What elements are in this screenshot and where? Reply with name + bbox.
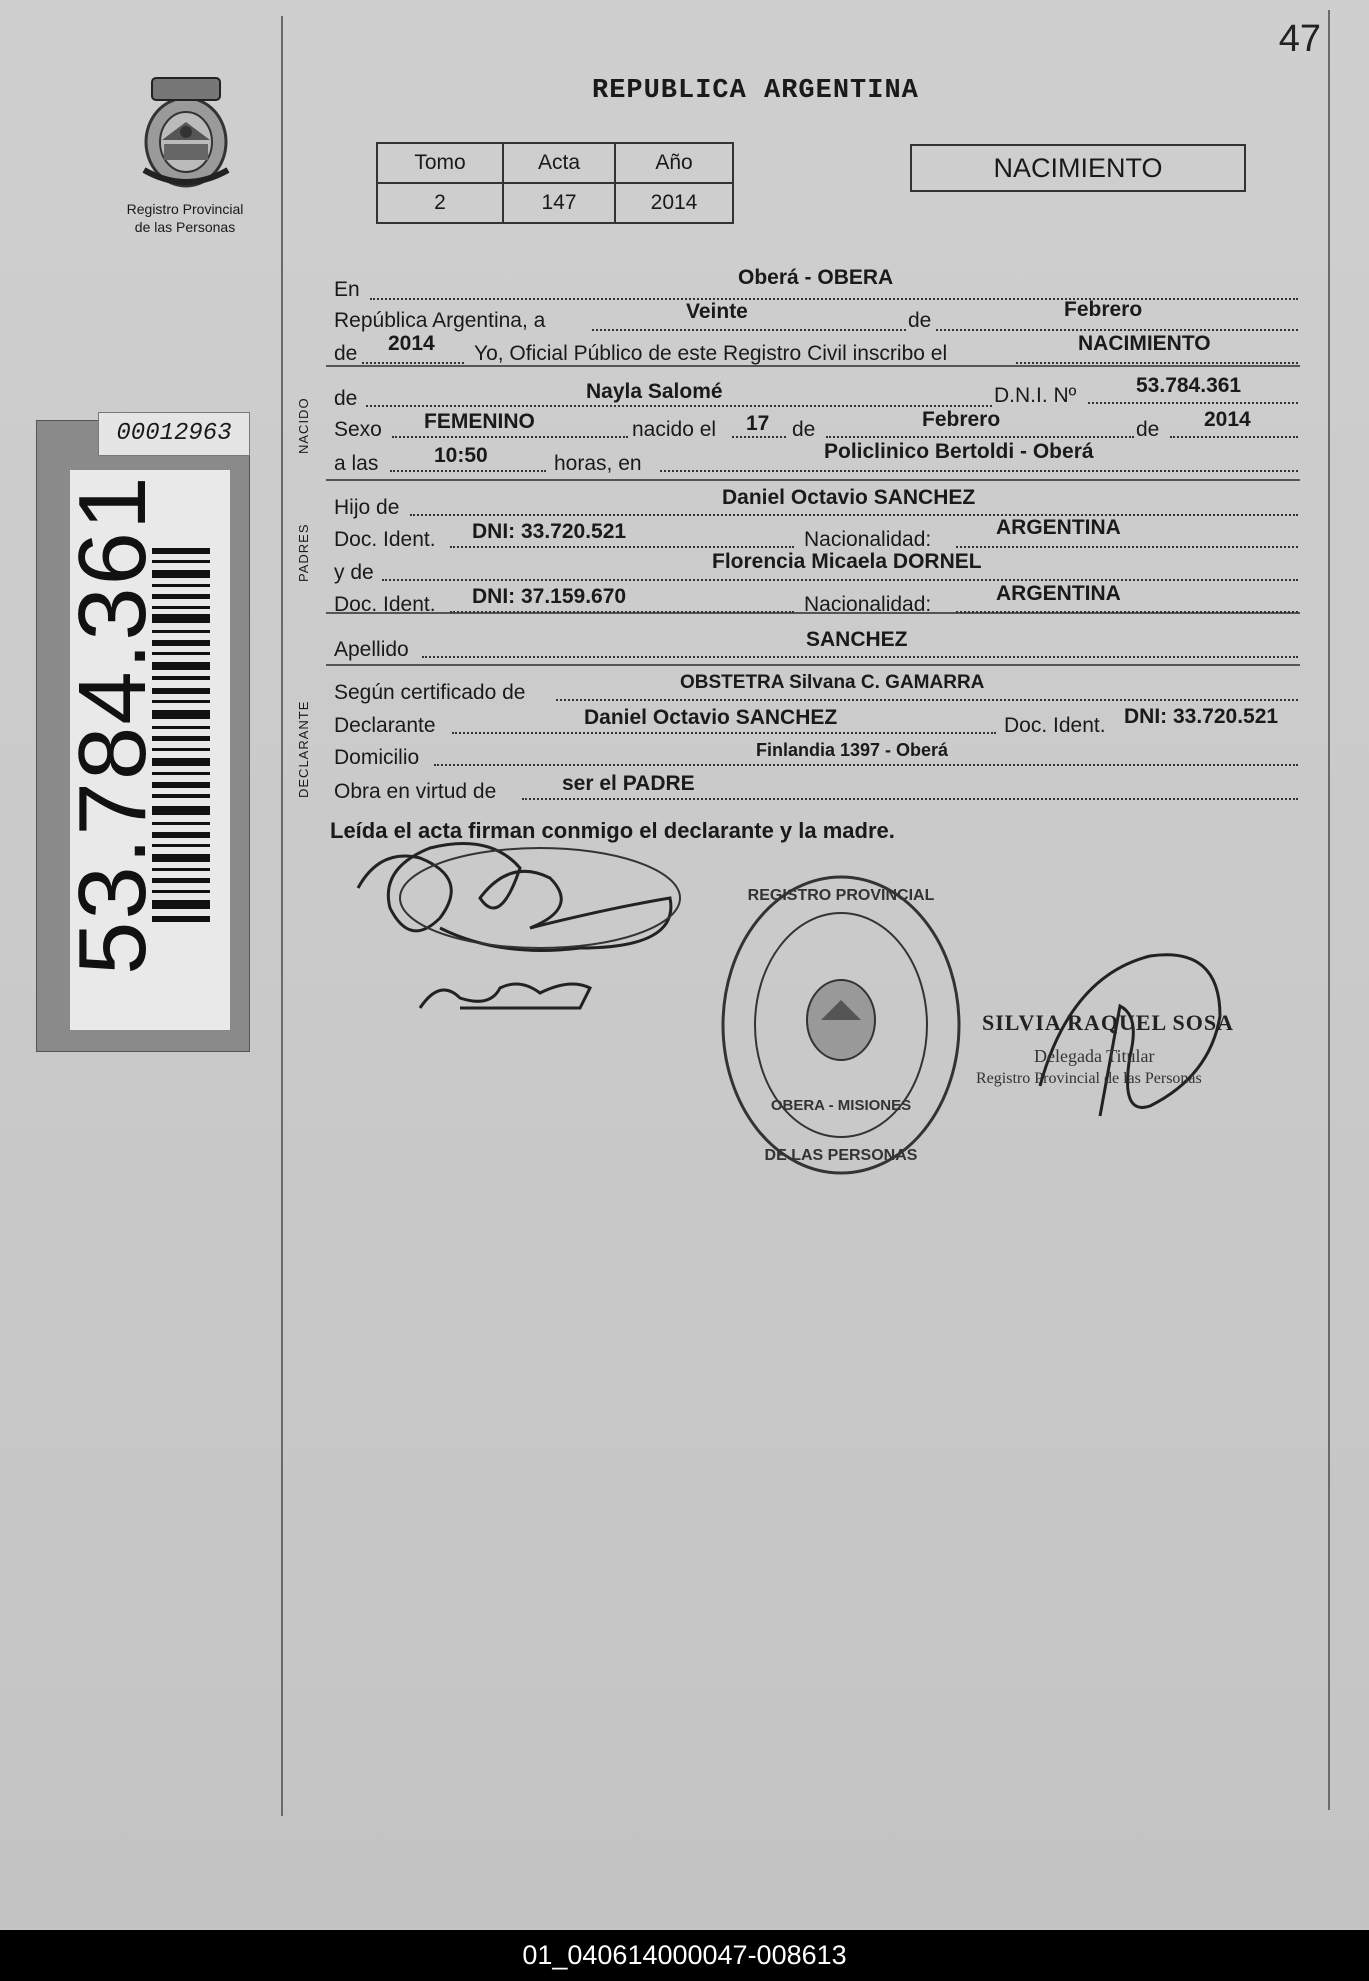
dots-padre: [410, 514, 1298, 516]
label-de-anio-nac: de: [1136, 418, 1160, 441]
closing-note: Leída el acta firman conmigo el declarante y la madre.: [330, 818, 895, 843]
value-padre-doc: DNI: 33.720.521: [472, 520, 627, 543]
page-number: 47: [1278, 18, 1321, 60]
value-tomo: 2: [377, 183, 503, 223]
label-doc-madre: Doc. Ident.: [334, 593, 436, 616]
value-madre: Florencia Micaela DORNEL: [712, 550, 982, 573]
svg-text:DE LAS PERSONAS: DE LAS PERSONAS: [764, 1147, 918, 1164]
header-acta: Acta: [503, 143, 615, 183]
value-certificado: OBSTETRA Silvana C. GAMARRA: [680, 672, 985, 693]
dots-acto: [1016, 362, 1298, 364]
dots-anio-nac: [1170, 436, 1298, 438]
value-anio-nacimiento: 2014: [1204, 408, 1251, 431]
side-label-padres: PADRES: [296, 523, 311, 582]
value-dia-nacimiento: 17: [746, 412, 770, 435]
value-acto: NACIMIENTO: [1078, 332, 1211, 355]
value-madre-nacionalidad: ARGENTINA: [996, 582, 1121, 605]
label-segun-certificado: Según certificado de: [334, 681, 526, 704]
value-sexo: FEMENINO: [424, 410, 535, 433]
label-declarante: Declarante: [334, 714, 436, 737]
label-yo-oficial: Yo, Oficial Público de este Registro Civil inscribo el: [474, 342, 948, 365]
registry-caption-line1: Registro Provincial: [126, 201, 244, 217]
dots-apellido: [422, 656, 1298, 658]
dots-mes-nac: [826, 436, 1134, 438]
reference-header-row: [377, 143, 733, 183]
value-lugar-nacimiento: Policlinico Bertoldi - Oberá: [824, 440, 1094, 463]
value-anio: 2014: [615, 183, 733, 223]
dots-declarante: [452, 732, 996, 734]
dots-dia: [592, 329, 906, 331]
reference-table: [376, 142, 734, 224]
barcode-number: 53.784.361: [59, 474, 166, 975]
value-padre-nacionalidad: ARGENTINA: [996, 516, 1121, 539]
label-sexo: Sexo: [334, 418, 382, 441]
declarant-signature: [350, 838, 690, 1043]
label-de-mes: de: [908, 309, 932, 332]
label-en: En: [334, 278, 360, 301]
value-lugar: Oberá - OBERA: [738, 266, 894, 289]
right-margin-rule: [1328, 10, 1330, 1810]
registry-caption: [110, 200, 260, 236]
value-domicilio: Finlandia 1397 - Oberá: [756, 740, 949, 760]
label-doc-declarante: Doc. Ident.: [1004, 714, 1106, 737]
svg-text:OBERA - MISIONES: OBERA - MISIONES: [770, 1097, 912, 1114]
label-dni: D.N.I. Nº: [994, 384, 1077, 407]
dots-doc-padre: [450, 546, 794, 548]
svg-text:REGISTRO PROVINCIAL: REGISTRO PROVINCIAL: [747, 887, 935, 904]
label-nacionalidad-padre: Nacionalidad:: [804, 528, 932, 551]
value-dia-texto: Veinte: [686, 300, 748, 323]
value-madre-doc: DNI: 37.159.670: [472, 585, 627, 608]
official-stamp-name: SILVIA RAQUEL SOSA: [982, 1010, 1234, 1035]
label-domicilio: Domicilio: [334, 746, 420, 769]
header-anio: Año: [615, 143, 733, 183]
dots-madre: [382, 579, 1298, 581]
value-dni: 53.784.361: [1136, 374, 1242, 397]
registry-round-stamp: [716, 870, 966, 1185]
registry-caption-line2: de las Personas: [134, 219, 236, 235]
dots-dni: [1088, 402, 1298, 404]
header-tomo: Tomo: [377, 143, 503, 183]
reference-value-row: [377, 183, 733, 223]
left-margin-rule: [281, 16, 283, 1816]
scan-footer-id: 01_040614000047-008613: [0, 1930, 1369, 1981]
value-declarante-doc: DNI: 33.720.521: [1124, 705, 1279, 728]
dots-hora: [390, 470, 546, 472]
value-apellido: SANCHEZ: [806, 628, 908, 651]
dots-lugar-nac: [660, 470, 1298, 472]
value-nombre: Nayla Salomé: [586, 380, 723, 403]
dots-en: [370, 298, 1298, 300]
value-padre: Daniel Octavio SANCHEZ: [722, 486, 976, 509]
dots-doc-madre: [450, 611, 794, 613]
value-mes: Febrero: [1064, 298, 1143, 321]
dots-nac-madre: [956, 611, 1298, 613]
label-obra-en-virtud: Obra en virtud de: [334, 780, 497, 803]
value-hora: 10:50: [434, 444, 488, 467]
document-title: REPUBLICA ARGENTINA: [592, 76, 919, 106]
value-obra-en-virtud: ser el PADRE: [562, 772, 695, 795]
side-label-declarante: DECLARANTE: [296, 700, 311, 798]
dots-nombre: [366, 405, 992, 407]
dots-dia-nac: [732, 436, 786, 438]
dots-obra: [522, 798, 1298, 800]
dots-nac-padre: [956, 546, 1298, 548]
dots-mes: [936, 329, 1298, 331]
label-de-mes-nac: de: [792, 418, 816, 441]
label-hijo-de: Hijo de: [334, 496, 400, 519]
value-anio: 2014: [388, 332, 435, 355]
official-stamp-office: Registro Provincial de las Personas: [976, 1070, 1202, 1087]
value-declarante: Daniel Octavio SANCHEZ: [584, 706, 838, 729]
section-rule-4: [326, 664, 1300, 666]
value-mes-nacimiento: Febrero: [922, 408, 1001, 431]
section-rule-2: [326, 479, 1300, 481]
label-nacionalidad-madre: Nacionalidad:: [804, 593, 932, 616]
province-seal-logo: [130, 74, 242, 201]
label-apellido: Apellido: [334, 638, 409, 661]
value-acta: 147: [503, 183, 615, 223]
label-de-nombre: de: [334, 387, 358, 410]
official-stamp-role: Delegada Titular: [1034, 1046, 1155, 1066]
label-a-las: a las: [334, 452, 379, 475]
dots-sexo: [392, 436, 628, 438]
dots-anio: [362, 362, 464, 364]
barcode-serial: 00012963: [98, 412, 250, 456]
label-de-anio: de: [334, 342, 358, 365]
label-horas-en: horas, en: [554, 452, 642, 475]
label-doc-padre: Doc. Ident.: [334, 528, 436, 551]
label-y-de: y de: [334, 561, 374, 584]
label-nacido-el: nacido el: [632, 418, 717, 441]
dots-domicilio: [434, 764, 1298, 766]
act-type-box: NACIMIENTO: [910, 144, 1246, 192]
label-republica: República Argentina, a: [334, 309, 546, 332]
dots-certificado: [556, 699, 1298, 701]
side-label-nacido: NACIDO: [296, 397, 311, 454]
